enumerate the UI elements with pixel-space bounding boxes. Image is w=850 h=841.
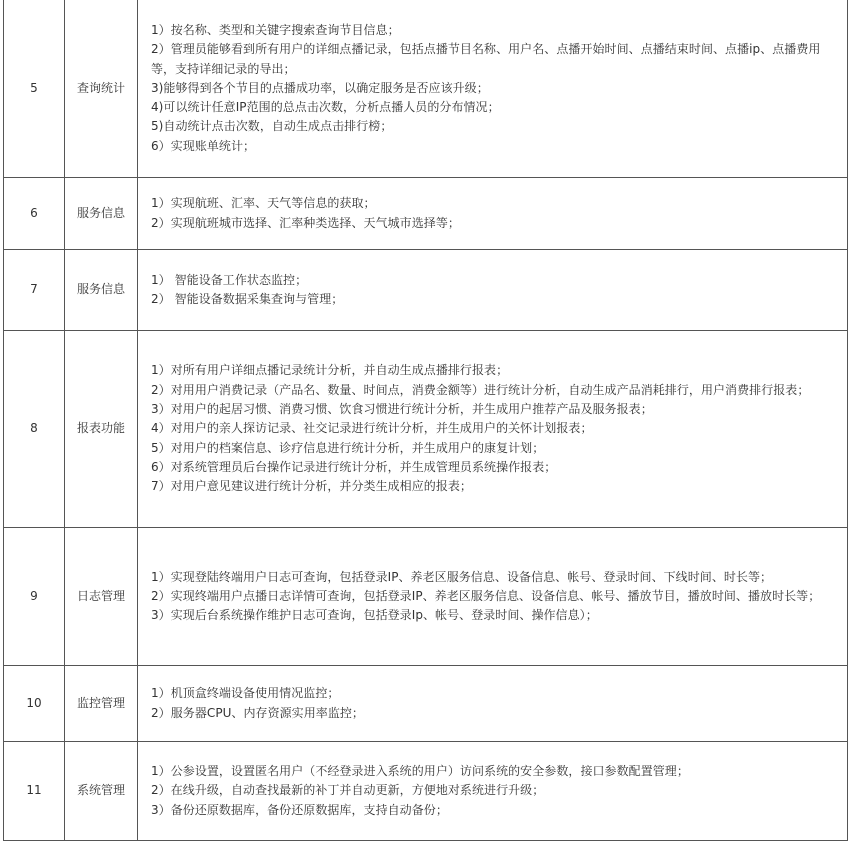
table-row: [4, 742, 848, 841]
description-line: 1） 智能设备工作状态监控；: [151, 272, 308, 287]
table-row: [4, 666, 848, 742]
function-name: 报表功能: [65, 331, 138, 528]
function-description: [138, 331, 848, 528]
description-line: 2）在线升级，自动查找最新的补丁并自动更新，方便地对系统进行升级；: [151, 783, 545, 798]
function-name: 日志管理: [65, 528, 138, 666]
description-line: 3)能够得到各个节目的点播成功率，以确定服务是否应该升级；: [151, 80, 489, 95]
function-description: [138, 528, 848, 666]
table-row: [4, 178, 848, 250]
description-line: 2）实现终端用户点播日志详情可查询，包括登录IP、养老区服务信息、设备信息、帐号、播放节目，播放时间、播放时长等；: [151, 588, 821, 603]
description-line: 1）机顶盒终端设备使用情况监控；: [151, 686, 340, 701]
function-name: 监控管理: [65, 666, 138, 742]
description-line: 5）对用户的档案信息、诊疗信息进行统计分析，并生成用户的康复计划；: [151, 440, 545, 455]
function-name: 查询统计: [65, 0, 138, 178]
description-line: 1）实现航班、汇率、天气等信息的获取；: [151, 196, 376, 211]
row-number: 11: [4, 742, 65, 841]
row-number: 5: [4, 0, 65, 178]
function-name: 服务信息: [65, 250, 138, 331]
description-line: 2）实现航班城市选择、汇率种类选择、天气城市选择等；: [151, 215, 460, 230]
function-spec-table: [3, 0, 848, 841]
row-number: 8: [4, 331, 65, 528]
description-line: 2）管理员能够看到所有用户的详细点播记录，包括点播节目名称、用户名、点播开始时间、点播结束时间、点播ip、点播费用等，支持详细记录的导出；: [151, 42, 821, 76]
description-line: 1）公参设置，设置匿名用户（不经登录进入系统的用户）访问系统的安全参数，接口参数配置管理；: [151, 764, 689, 779]
description-line: 6）对系统管理员后台操作记录进行统计分析，并生成管理员系统操作报表；: [151, 459, 557, 474]
function-description: [138, 742, 848, 841]
description-line: 4）对用户的亲人探访记录、社交记录进行统计分析，并生成用户的关怀计划报表；: [151, 421, 593, 436]
description-line: 2）服务器CPU、内存资源实用率监控；: [151, 705, 364, 720]
row-number: 7: [4, 250, 65, 331]
row-number: 10: [4, 666, 65, 742]
description-line: 1）实现登陆终端用户日志可查询，包括登录IP、养老区服务信息、设备信息、帐号、登录时间、下线时间、时长等；: [151, 569, 773, 584]
description-line: 7）对用户意见建议进行统计分析，并分类生成相应的报表；: [151, 479, 472, 494]
table-row: [4, 250, 848, 331]
function-name: 系统管理: [65, 742, 138, 841]
description-line: 1）按名称、类型和关键字搜索查询节目信息；: [151, 22, 400, 37]
row-number: 6: [4, 178, 65, 250]
function-description: [138, 250, 848, 331]
description-line: 1）对所有用户详细点播记录统计分析，并自动生成点播排行报表；: [151, 363, 509, 378]
function-description: [138, 0, 848, 178]
description-line: 5)自动统计点击次数，自动生成点击排行榜；: [151, 119, 393, 134]
table-row: [4, 528, 848, 666]
row-number: 9: [4, 528, 65, 666]
function-description: [138, 178, 848, 250]
description-line: 6）实现账单统计；: [151, 138, 256, 153]
table-row: [4, 0, 848, 178]
description-line: 4)可以统计任意IP范围的总点击次数，分析点播人员的分布情况；: [151, 100, 500, 115]
table-row: [4, 331, 848, 528]
description-line: 3）实现后台系统操作维护日志可查询，包括登录Ip、帐号、登录时间、操作信息）；: [151, 608, 598, 623]
function-description: [138, 666, 848, 742]
description-line: 3）备份还原数据库，备份还原数据库，支持自动备份；: [151, 802, 448, 817]
description-line: 2） 智能设备数据采集查询与管理；: [151, 292, 344, 306]
description-line: 2）对用用户消费记录（产品名、数量、时间点，消费金额等）进行统计分析，自动生成产品消耗排行，用户消费排行报表；: [151, 382, 810, 397]
function-name: 服务信息: [65, 178, 138, 250]
description-line: 3）对用户的起居习惯、消费习惯、饮食习惯进行统计分析，并生成用户推荐产品及服务报表；: [151, 402, 653, 417]
